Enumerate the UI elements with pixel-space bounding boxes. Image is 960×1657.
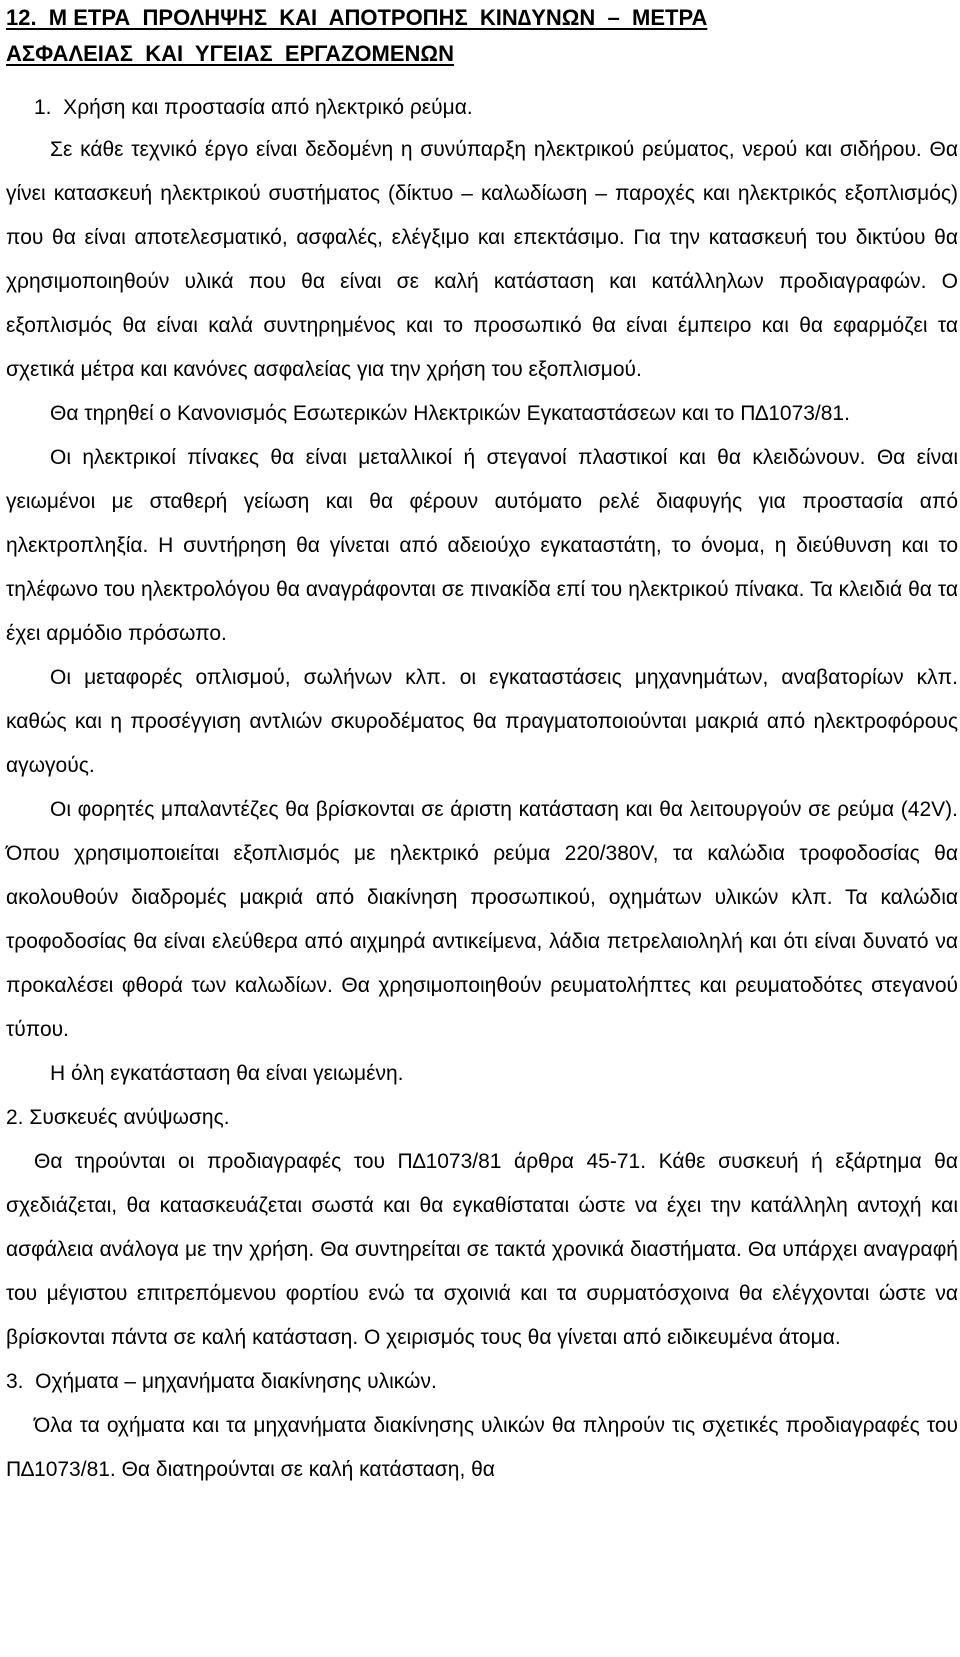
paragraph: Οι ηλεκτρικοί πίνακες θα είναι μεταλλικοί ή στεγανοί πλαστικοί και θα κλειδώνουν. Θα είναι γειωμένοι με σταθερή γείωση και θα φέρουν αυτόματο ρελέ διαφυγής για προστασία από ηλεκτροπληξία. Η συντήρηση θα γίνεται από αδειούχο εγκαταστάτη, το όνομα, η διεύθυνση και το τηλέφωνο του ηλεκτρολόγου θα αναγράφονται σε πινακίδα επί του ηλεκτρικού πίνακα. Τα κλειδιά θα τα έχει αρμόδιο πρόσωπο. bbox=[6, 446, 958, 645]
section-vehicles bbox=[6, 1360, 958, 1492]
section-title: 3. Οχήματα – μηχανήματα διακίνησης υλικών. bbox=[6, 1370, 437, 1393]
section-title: 1. Χρήση και προστασία από ηλεκτρικό ρεύμα. bbox=[34, 96, 473, 119]
paragraph: Θα τηρούνται οι προδιαγραφές του Π∆1073/81 άρθρα 45-71. Κάθε συσκευή ή εξάρτημα θα σχεδιάζεται, θα κατασκευάζεται σωστά και θα εγκαθίσταται ώστε να έχει την κατάλληλη αντοχή και ασφάλεια ανάλογα με την χρήση. Θα συντηρείται σε τακτά χρονικά διαστήματα. Θα υπάρχει αναγραφή του μέγιστου επιτρεπόμενου φορτίου ενώ τα σχοινιά και τα συρματόσχοινα θα ελέγχονται ώστε να βρίσκονται πάντα σε καλή κατάσταση. Ο χειρισμός τους θα γίνεται από ειδικευμένα άτομα. bbox=[6, 1150, 958, 1349]
paragraph: Η όλη εγκατάσταση θα είναι γειωμένη. bbox=[50, 1062, 404, 1085]
document-heading bbox=[6, 0, 958, 72]
paragraph: Σε κάθε τεχνικό έργο είναι δεδομένη η συνύπαρξη ηλεκτρικού ρεύματος, νερού και σιδήρου. Θα γίνει κατασκευή ηλεκτρικού συστήματος (δίκτυο – καλωδίωση – παροχές και ηλεκτρικός εξοπλισμός) που θα είναι αποτελεσματικό, ασφαλές, ελέγξιμο και επεκτάσιμο. Για την κατασκευή του δικτύου θα χρησιμοποιηθούν υλικά που θα είναι σε καλή κατάσταση και κατάλληλων προδιαγραφών. Ο εξοπλισμός θα είναι καλά συντηρημένος και το προσωπικό θα είναι έμπειρο και θα εφαρμόζει τα σχετικά μέτρα και κανόνες ασφαλείας για την χρήση του εξοπλισμού. bbox=[6, 138, 958, 381]
paragraph: Θα τηρηθεί ο Κανονισμός Εσωτερικών Ηλεκτρικών Εγκαταστάσεων και το Π∆1073/81. bbox=[50, 402, 850, 425]
section-lifting-devices bbox=[6, 1096, 958, 1360]
document-page bbox=[6, 0, 958, 1492]
section-electricity bbox=[6, 86, 958, 1096]
heading-line-1: 12. Μ ΕΤΡΑ ΠΡΟΛΗΨΗΣ ΚΑΙ ΑΠΟΤΡΟΠΗΣ ΚΙΝ∆ΥΝΩΝ – ΜΕΤΡΑ bbox=[6, 5, 708, 30]
paragraph: Οι μεταφορές οπλισμού, σωλήνων κλπ. οι εγκαταστάσεις μηχανημάτων, αναβατορίων κλπ. καθώς και η προσέγγιση αντλιών σκυροδέματος θα πραγματοποιούνται μακριά από ηλεκτροφόρους αγωγούς. bbox=[6, 666, 958, 777]
paragraph: Οι φορητές μπαλαντέζες θα βρίσκονται σε άριστη κατάσταση και θα λειτουργούν σε ρεύμα (42V). Όπου χρησιμοποιείται εξοπλισμός με ηλεκτρικό ρεύμα 220/380V, τα καλώδια τροφοδοσίας θα ακολουθούν διαδρομές μακριά από διακίνηση προσωπικού, οχημάτων υλικών κλπ. Τα καλώδια τροφοδοσίας θα είναι ελεύθερα από αιχμηρά αντικείμενα, λάδια πετρελαιοληλή και ότι είναι δυνατό να προκαλέσει φθορά των καλωδίων. Θα χρησιμοποιηθούν ρευματολήπτες και ρευματοδότες στεγανού τύπου. bbox=[6, 798, 958, 1041]
section-title: 2. Συσκευές ανύψωσης. bbox=[6, 1106, 230, 1129]
paragraph: Όλα τα οχήματα και τα μηχανήματα διακίνησης υλικών θα πληρούν τις σχετικές προδιαγραφές του Π∆1073/81. Θα διατηρούνται σε καλή κατάσταση, θα bbox=[6, 1414, 958, 1481]
heading-line-2: ΑΣΦΑΛΕΙΑΣ ΚΑΙ ΥΓΕΙΑΣ ΕΡΓΑΖΟΜΕΝΩΝ bbox=[6, 41, 454, 66]
